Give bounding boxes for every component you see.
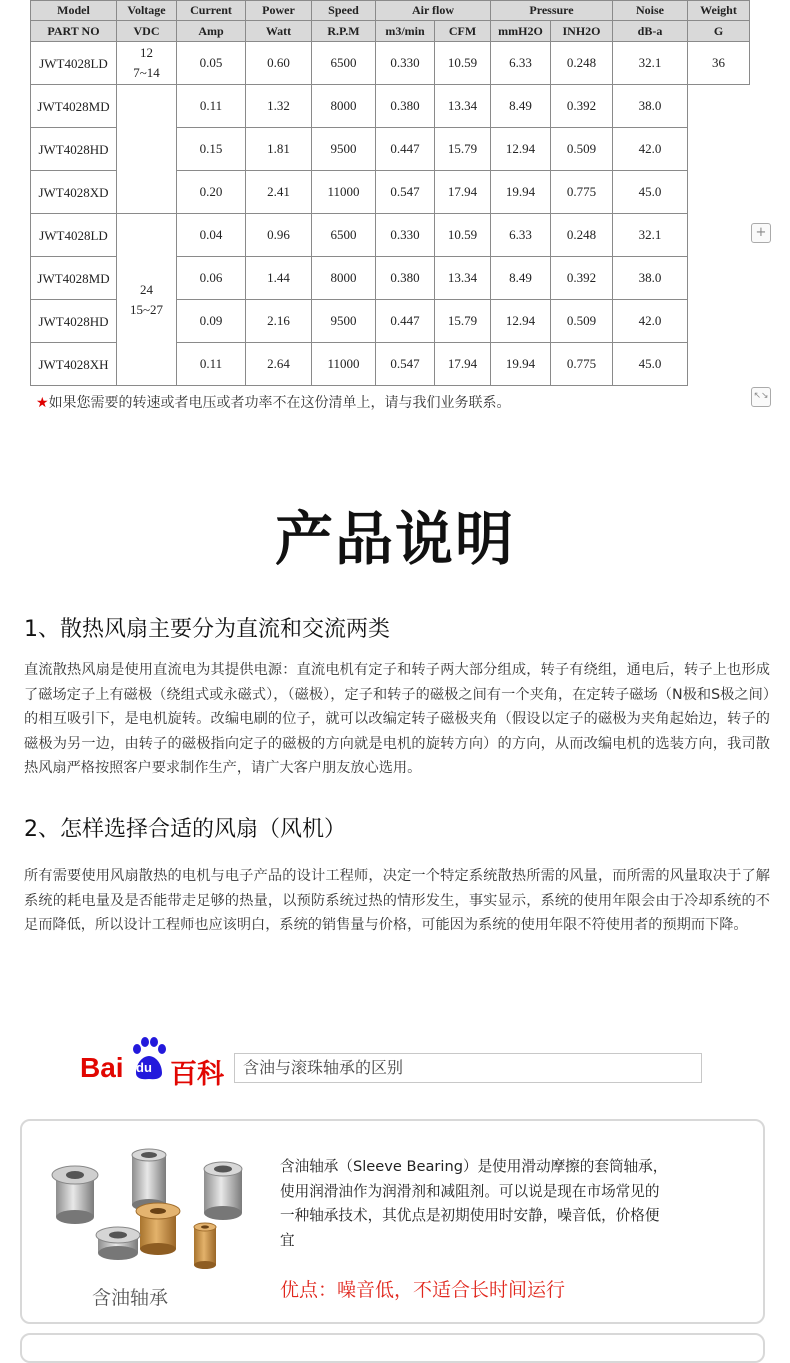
cell-m3min: 0.447: [376, 300, 435, 343]
bearing-caption: 含油轴承: [92, 1287, 169, 1309]
cell-amp: 0.20: [177, 171, 246, 214]
unit-rpm: R.P.M: [312, 21, 376, 42]
col-airflow: Air flow: [376, 1, 491, 21]
section-body-2: 所有需要使用风扇散热的电机与电子产品的设计工程师，决定一个特定系统散热所需的风量，而所需的风量取决于了解系统的耗电量及是否能带走足够的热量，以预防系统过热的情形发生，事实显示，系统的使用年限会由于冷却系统的不足而降低，所以设计工程师也应该明白，系统的销售量与价格，可能因为系统的使用年限不符使用者的预期而下降。: [24, 868, 770, 933]
cell-inh2o: 0.248: [551, 42, 613, 85]
cell-amp: 0.06: [177, 257, 246, 300]
unit-amp: Amp: [177, 21, 246, 42]
cell-dba: 32.1: [613, 42, 688, 85]
cell-inh2o: 0.248: [551, 214, 613, 257]
col-speed: Speed: [312, 1, 376, 21]
header-row-1: [31, 1, 750, 21]
cell-watt: 2.41: [246, 171, 312, 214]
logo-bai: Bai: [80, 1052, 124, 1083]
cell-watt: 0.60: [246, 42, 312, 85]
cell-cfm: 13.34: [435, 257, 491, 300]
cell-m3min: 0.330: [376, 214, 435, 257]
cell-cfm: 10.59: [435, 42, 491, 85]
cell-weight-empty: [688, 85, 750, 386]
unit-vdc: VDC: [117, 21, 177, 42]
col-noise: Noise: [613, 1, 688, 21]
cell-inh2o: 0.509: [551, 128, 613, 171]
cell-weight: 36: [688, 42, 750, 85]
col-voltage: Voltage: [117, 1, 177, 21]
cell-m3min: 0.380: [376, 257, 435, 300]
cell-dba: 45.0: [613, 171, 688, 214]
col-power: Power: [246, 1, 312, 21]
page-title: 产品说明: [274, 505, 515, 573]
cell-amp: 0.11: [177, 85, 246, 128]
cell-mmh2o: 12.94: [491, 128, 551, 171]
unit-partno: PART NO: [31, 21, 117, 42]
cell-voltage: [117, 214, 177, 386]
cell-rpm: 9500: [312, 300, 376, 343]
cell-watt: 1.81: [246, 128, 312, 171]
cell-mmh2o: 19.94: [491, 343, 551, 386]
cell-rpm: 8000: [312, 85, 376, 128]
cell-cfm: 17.94: [435, 171, 491, 214]
sleeve-bearing-card: [20, 1119, 765, 1324]
cell-mmh2o: 6.33: [491, 42, 551, 85]
logo-du: du: [136, 1060, 152, 1075]
bearing-advantage: 优点：噪音低，不适合长时间运行: [280, 1279, 566, 1301]
baike-search-box[interactable]: 含油与滚珠轴承的区别: [234, 1053, 702, 1083]
cell-mmh2o: 8.49: [491, 257, 551, 300]
unit-inh2o: INH2O: [551, 21, 613, 42]
unit-dba: dB-a: [613, 21, 688, 42]
baidu-baike-logo: [80, 1033, 230, 1090]
cell-watt: 2.64: [246, 343, 312, 386]
cell-watt: 0.96: [246, 214, 312, 257]
cell-dba: 38.0: [613, 85, 688, 128]
cell-amp: 0.04: [177, 214, 246, 257]
cell-cfm: 10.59: [435, 214, 491, 257]
expand-table-button[interactable]: +: [751, 223, 771, 243]
section-title-2: 2、怎样选择合适的风扇（风机）: [24, 817, 346, 842]
cell-watt: 2.16: [246, 300, 312, 343]
table-row: [31, 85, 750, 128]
cell-m3min: 0.547: [376, 343, 435, 386]
cell-voltage-empty: [117, 85, 177, 214]
bearing-description: 含油轴承（Sleeve Bearing）是使用滑动摩擦的套筒轴承，使用润滑油作为润滑剂和减阻剂。可以说是现在市场常见的一种轴承技术，其优点是初期使用时安静，噪音低，价格便宜: [280, 1158, 668, 1249]
cell-cfm: 17.94: [435, 343, 491, 386]
cell-m3min: 0.380: [376, 85, 435, 128]
unit-cfm: CFM: [435, 21, 491, 42]
contact-note-text: 如果您需要的转速或者电压或者功率不在这份清单上，请与我们业务联系。: [48, 395, 511, 411]
cell-dba: 42.0: [613, 128, 688, 171]
col-current: Current: [177, 1, 246, 21]
table-row: [31, 214, 750, 257]
spec-table: [30, 0, 750, 386]
cell-amp: 0.09: [177, 300, 246, 343]
cell-inh2o: 0.775: [551, 343, 613, 386]
cell-watt: 1.32: [246, 85, 312, 128]
cell-inh2o: 0.509: [551, 300, 613, 343]
cell-mmh2o: 6.33: [491, 214, 551, 257]
header-row-2: [31, 21, 750, 42]
cell-rpm: 11000: [312, 171, 376, 214]
cell-part: JWT4028HD: [31, 128, 117, 171]
cell-part: JWT4028MD: [31, 85, 117, 128]
cell-cfm: 15.79: [435, 300, 491, 343]
next-bearing-card: [20, 1333, 765, 1363]
voltage-range: 7~14: [133, 65, 160, 80]
cell-amp: 0.11: [177, 343, 246, 386]
cell-rpm: 11000: [312, 343, 376, 386]
section-title-1: 1、散热风扇主要分为直流和交流两类: [24, 617, 390, 642]
cell-rpm: 6500: [312, 42, 376, 85]
logo-baike: 百科: [170, 1059, 224, 1090]
cell-mmh2o: 19.94: [491, 171, 551, 214]
voltage-nominal: 12: [140, 45, 153, 60]
cell-inh2o: 0.775: [551, 171, 613, 214]
unit-watt: Watt: [246, 21, 312, 42]
section-body-1: 直流散热风扇是使用直流电为其提供电源：直流电机有定子和转子两大部分组成，转子有绕组，通电后，转子上也形成了磁场定子上有磁极（绕组式或永磁式），（磁极），定子和转子的磁极之间有一个夹角，在定转子磁场（N极和S极之间）的相互吸引下，是电机旋转。改编电刷的位子，就可以改编定转子磁极夹角（假设以定子的磁极为夹角起始边，转子的磁极为另一边，由转子的磁极指向定子的磁极的方向就是电机的旋转方向）的方向，从而改编电机的选装方向，我司散热风扇严格按照客户要求制作生产，请广大客户朋友放心选用。: [24, 662, 770, 776]
unit-m3min: m3/min: [376, 21, 435, 42]
cell-rpm: 9500: [312, 128, 376, 171]
contact-note: [36, 392, 511, 412]
cell-part: JWT4028MD: [31, 257, 117, 300]
col-weight: Weight: [688, 1, 750, 21]
cell-cfm: 13.34: [435, 85, 491, 128]
cell-rpm: 8000: [312, 257, 376, 300]
unit-g: G: [688, 21, 750, 42]
cell-m3min: 0.447: [376, 128, 435, 171]
sleeve-bearing-image: [44, 1147, 249, 1277]
cell-part: JWT4028LD: [31, 42, 117, 85]
cell-inh2o: 0.392: [551, 257, 613, 300]
cell-dba: 38.0: [613, 257, 688, 300]
col-model: Model: [31, 1, 117, 21]
cell-part: JWT4028HD: [31, 300, 117, 343]
star-icon: ★: [36, 395, 49, 411]
cell-m3min: 0.547: [376, 171, 435, 214]
cell-cfm: 15.79: [435, 128, 491, 171]
cell-dba: 42.0: [613, 300, 688, 343]
cell-m3min: 0.330: [376, 42, 435, 85]
voltage-range: 15~27: [129, 301, 164, 317]
voltage-nominal: 24: [140, 281, 153, 297]
cell-mmh2o: 12.94: [491, 300, 551, 343]
resize-table-button[interactable]: ↖↘: [751, 387, 771, 407]
cell-rpm: 6500: [312, 214, 376, 257]
cell-part: JWT4028XD: [31, 171, 117, 214]
cell-amp: 0.15: [177, 128, 246, 171]
col-pressure: Pressure: [491, 1, 613, 21]
cell-mmh2o: 8.49: [491, 85, 551, 128]
cell-voltage: [117, 42, 177, 85]
cell-inh2o: 0.392: [551, 85, 613, 128]
table-row: [31, 42, 750, 85]
cell-watt: 1.44: [246, 257, 312, 300]
cell-part: JWT4028LD: [31, 214, 117, 257]
cell-dba: 32.1: [613, 214, 688, 257]
cell-amp: 0.05: [177, 42, 246, 85]
unit-mmh2o: mmH2O: [491, 21, 551, 42]
cell-dba: 45.0: [613, 343, 688, 386]
cell-part: JWT4028XH: [31, 343, 117, 386]
